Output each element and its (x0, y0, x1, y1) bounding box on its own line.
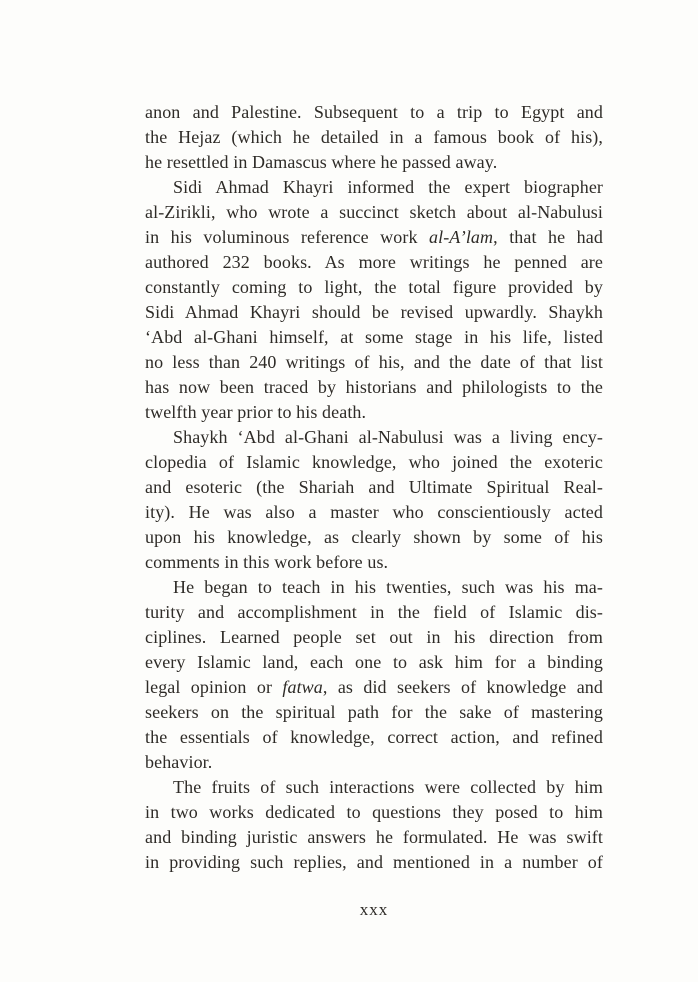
text-line: al-Zirikli, who wrote a succinct sketch about al-Nabulusi (145, 202, 603, 222)
italic-term: fatwa (282, 677, 323, 697)
text-line: ciplines. Learned people set out in his direction from (145, 627, 603, 647)
text-line: in his voluminous reference work al-A’lam, that he had (145, 227, 603, 247)
text-line: the essentials of knowledge, correct action, and refined (145, 727, 603, 747)
text-line: ity). He was also a master who conscientiously acted (145, 502, 603, 522)
text-line: Shaykh ‘Abd al-Ghani al-Nabulusi was a living ency- (173, 427, 603, 447)
text-line: authored 232 books. As more writings he penned are (145, 252, 603, 272)
text-line: turity and accomplishment in the field of Islamic dis- (145, 602, 603, 622)
text-line: seekers on the spiritual path for the sake of mastering (145, 702, 603, 722)
text-line: The fruits of such interactions were collected by him (173, 777, 603, 797)
text-line: comments in this work before us. (145, 552, 389, 572)
text-line: twelfth year prior to his death. (145, 402, 367, 422)
text-line: clopedia of Islamic knowledge, who joined the exoteric (145, 452, 603, 472)
text-line: he resettled in Damascus where he passed away. (145, 152, 498, 172)
text-line: every Islamic land, each one to ask him for a binding (145, 652, 603, 672)
text-line: legal opinion or fatwa, as did seekers of knowledge and (145, 677, 603, 697)
text-line: and esoteric (the Shariah and Ultimate Spiritual Real- (145, 477, 603, 497)
page-number: xxx (359, 900, 389, 919)
text-line: behavior. (145, 752, 213, 772)
text-line: He began to teach in his twenties, such was his ma- (173, 577, 603, 597)
text-line: anon and Palestine. Subsequent to a trip to Egypt and (145, 102, 603, 122)
text-block (145, 100, 603, 875)
text-line: in providing such replies, and mentioned in a number of (145, 852, 603, 872)
text-line: in two works dedicated to questions they posed to him (145, 802, 603, 822)
text-line: has now been traced by historians and philologists to the (145, 377, 603, 397)
text-line: Sidi Ahmad Khayri should be revised upwardly. Shaykh (145, 302, 603, 322)
text-line: Sidi Ahmad Khayri informed the expert biographer (173, 177, 603, 197)
text-line: the Hejaz (which he detailed in a famous book of his), (145, 127, 603, 147)
text-line: constantly coming to light, the total figure provided by (145, 277, 603, 297)
text-line: upon his knowledge, as clearly shown by some of his (145, 527, 603, 547)
text-line: ‘Abd al-Ghani himself, at some stage in his life, listed (145, 327, 603, 347)
text-line: no less than 240 writings of his, and the date of that list (145, 352, 603, 372)
italic-term: al-A’lam (429, 227, 494, 247)
text-line: and binding juristic answers he formulated. He was swift (145, 827, 603, 847)
